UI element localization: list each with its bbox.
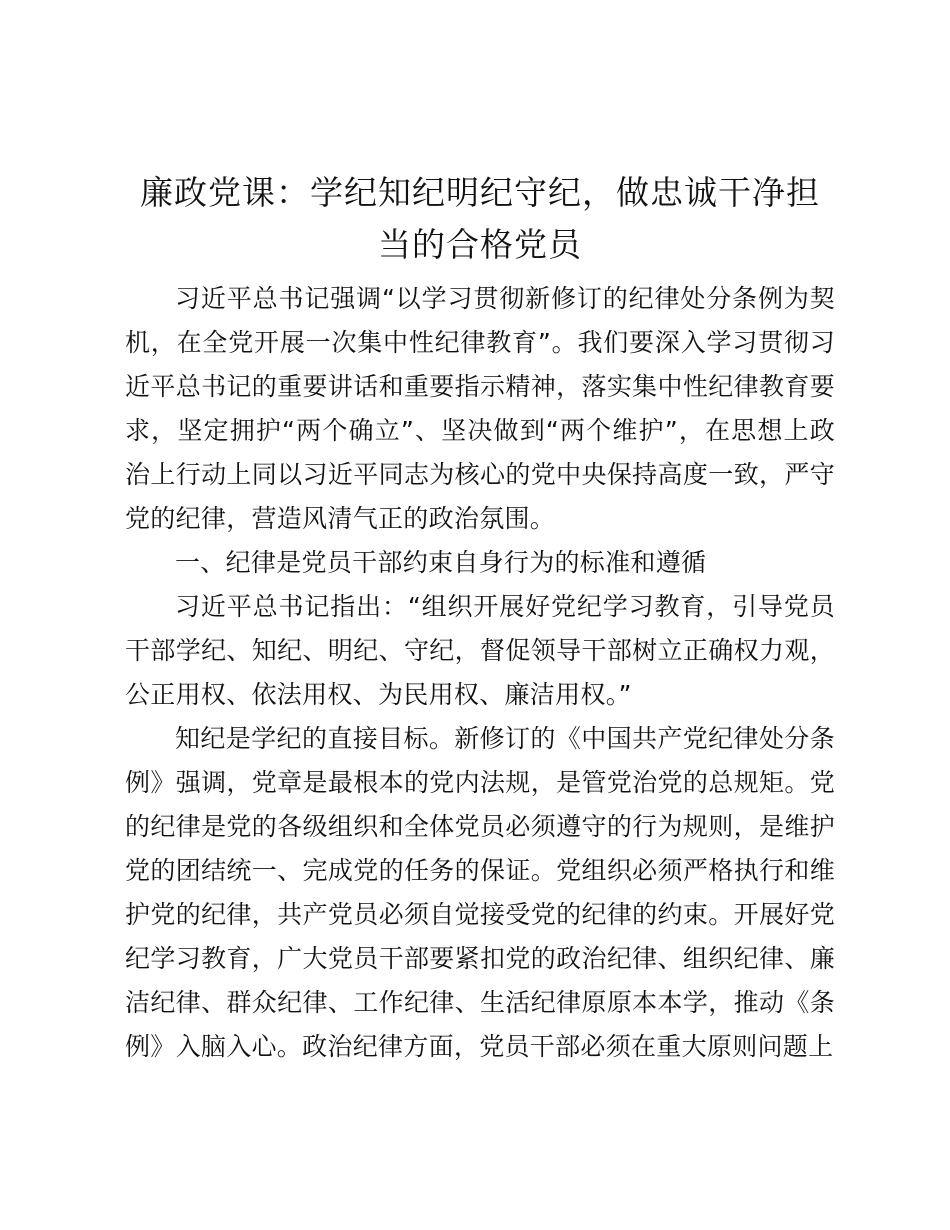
- document-body: [125, 277, 835, 1069]
- paragraph-intro: 习近平总书记强调“以学习贯彻新修订的纪律处分条例为契机，在全党开展一次集中性纪律教育”。我们要深入学习贯彻习近平总书记的重要讲话和重要指示精神，落实集中性纪律教育要求，坚定拥护“两个确立”、坚决做到“两个维护”，在思想上政治上行动上同以习近平同志为核心的党中央保持高度一致，严守党的纪律，营造风清气正的政治氛围。: [125, 284, 835, 533]
- paragraph-quote: 习近平总书记指出：“组织开展好党纪学习教育，引导党员干部学纪、知纪、明纪、守纪，督促领导干部树立正确权力观，公正用权、依法用权、为民用权、廉洁用权。”: [125, 592, 835, 709]
- paragraph-zhiji: 知纪是学纪的直接目标。新修订的《中国共产党纪律处分条例》强调，党章是最根本的党内法规，是管党治党的总规矩。党的纪律是党的各级组织和全体党员必须遵守的行为规则，是维护党的团结统一、完成党的任务的保证。党组织必须严格执行和维护党的纪律，共产党员必须自觉接受党的纪律的约束。开展好党纪学习教育，广大党员干部要紧扣党的政治纪律、组织纪律、廉洁纪律、群众纪律、工作纪律、生活纪律原原本本学，推动《条例》入脑入心。政治纪律方面，党员干部必须在重大原则问题上: [125, 724, 835, 1061]
- section-heading-1: 一、纪律是党员干部约束自身行为的标准和遵循: [175, 548, 707, 577]
- document-title: 廉政党课：学纪知纪明纪守纪，做忠诚干净担当的合格党员: [140, 173, 820, 264]
